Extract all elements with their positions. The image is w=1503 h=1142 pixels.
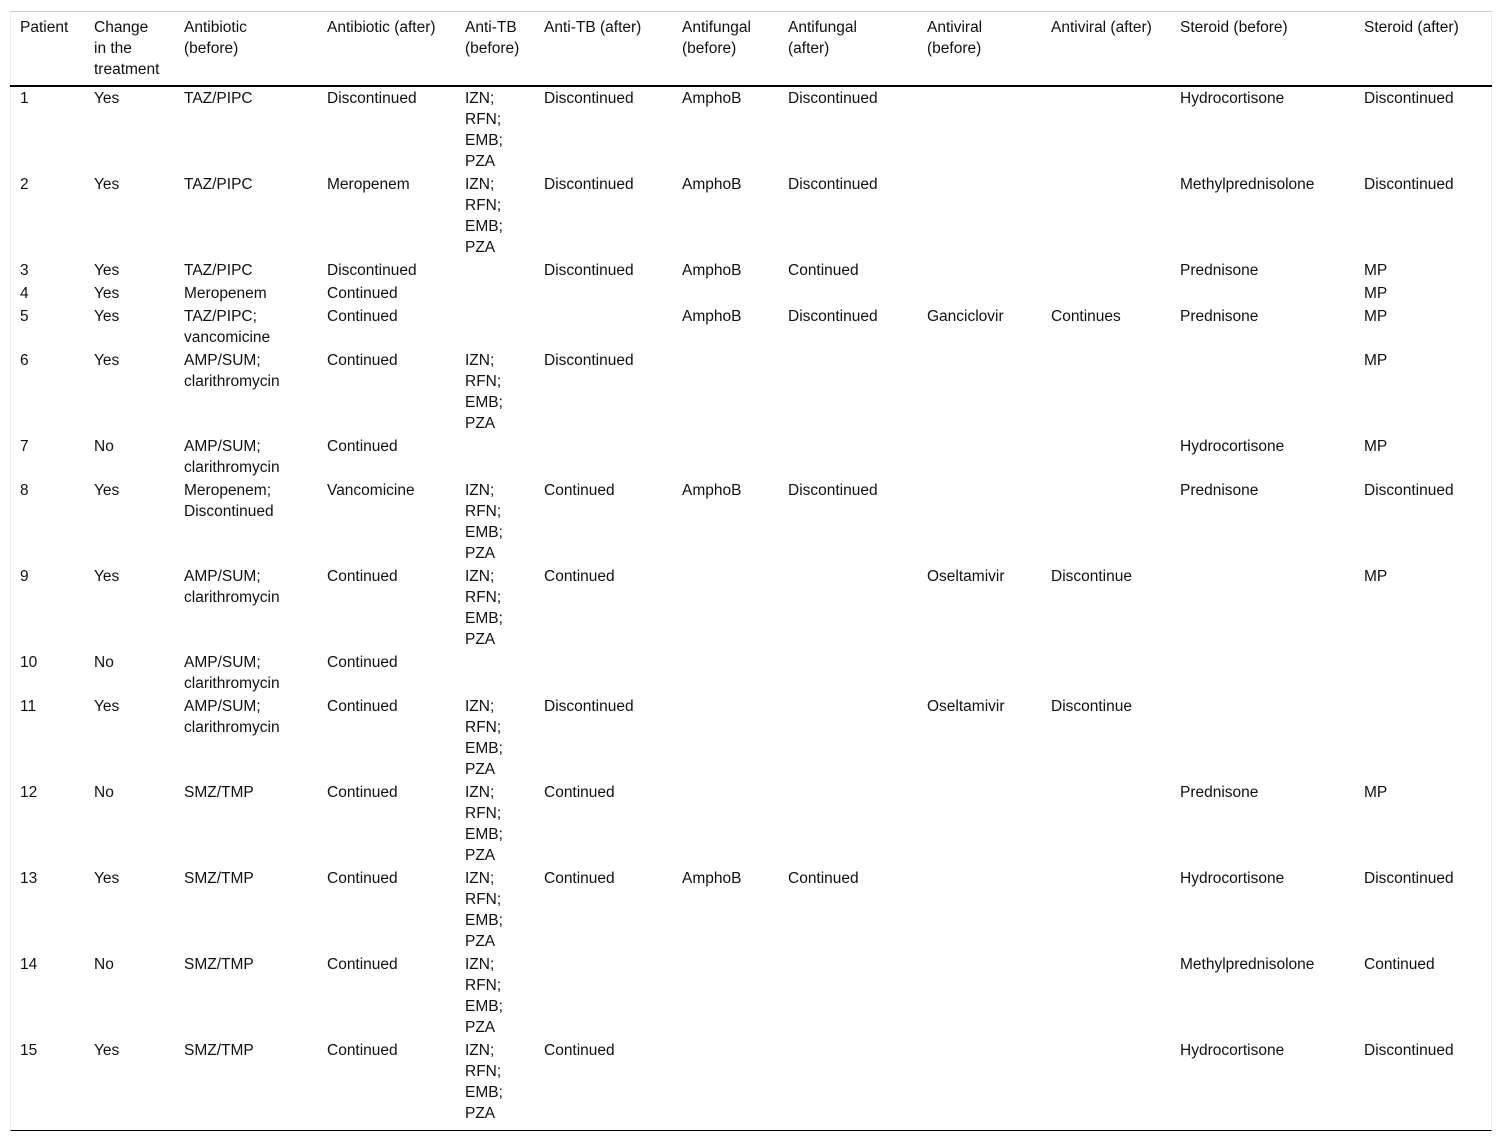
- table-row: [10, 566, 1492, 652]
- table-cell: AmphoB: [682, 90, 742, 107]
- table-cell: TAZ/PIPC: [184, 176, 253, 193]
- table-cell: [1041, 652, 1170, 696]
- table-cell: AMP/SUM; clarithromycin: [184, 698, 280, 736]
- table-cell: SMZ/TMP: [184, 870, 254, 887]
- table-cell: Discontinued: [788, 308, 878, 325]
- table-cell: [917, 283, 1041, 306]
- table-cell: IZN; RFN; EMB; PZA: [465, 1042, 503, 1122]
- table-cell: AmphoB: [682, 870, 742, 887]
- table-header: [10, 11, 1492, 86]
- table-cell: [534, 652, 672, 696]
- table-cell: No: [94, 438, 114, 455]
- table-cell: [778, 1040, 917, 1126]
- table-cell: SMZ/TMP: [184, 784, 254, 801]
- table-cell: [917, 350, 1041, 436]
- table-cell: Discontinued: [788, 90, 878, 107]
- table-cell: [1041, 480, 1170, 566]
- table-cell: IZN; RFN; EMB; PZA: [465, 568, 503, 648]
- table-cell: Yes: [94, 870, 120, 887]
- table-cell: [917, 174, 1041, 260]
- table-cell: AmphoB: [682, 482, 742, 499]
- table-cell: Continued: [1364, 956, 1435, 973]
- table-cell: [778, 283, 917, 306]
- table-cell: [672, 283, 778, 306]
- table-cell: Yes: [94, 1042, 120, 1059]
- table-cell: Discontinued: [327, 262, 417, 279]
- column-header: Change in the treatment: [84, 11, 174, 86]
- column-header: Anti-TB (before): [455, 11, 534, 86]
- column-header: Antifungal (before): [672, 11, 778, 86]
- table-cell: MP: [1364, 285, 1388, 302]
- table-cell: Discontinued: [327, 90, 417, 107]
- table-cell: Prednisone: [1180, 482, 1259, 499]
- table-cell: [455, 436, 534, 480]
- table-cell: 6: [20, 352, 29, 369]
- table-cell: [917, 652, 1041, 696]
- table-cell: [1170, 652, 1354, 696]
- table-row: [10, 86, 1492, 174]
- table-cell: Discontinued: [1364, 482, 1454, 499]
- table-cell: AmphoB: [682, 262, 742, 279]
- table-cell: Continued: [327, 698, 398, 715]
- table-cell: [455, 260, 534, 283]
- table-cell: Discontinued: [544, 698, 634, 715]
- table-cell: [1041, 1040, 1170, 1126]
- table-cell: [672, 566, 778, 652]
- table-cell: [778, 782, 917, 868]
- table-cell: [917, 954, 1041, 1040]
- table-row: [10, 480, 1492, 566]
- column-header: Antiviral (after): [1041, 11, 1170, 86]
- table-cell: Hydrocortisone: [1180, 1042, 1285, 1059]
- table-cell: [778, 350, 917, 436]
- table-cell: [917, 1040, 1041, 1126]
- table-cell: Discontinued: [1364, 176, 1454, 193]
- table-cell: AmphoB: [682, 176, 742, 193]
- table-cell: Continued: [544, 784, 615, 801]
- table-cell: No: [94, 784, 114, 801]
- table-cell: IZN; RFN; EMB; PZA: [465, 176, 503, 256]
- table-cell: 12: [20, 784, 38, 801]
- table-row: [10, 1040, 1492, 1126]
- table-cell: Vancomicine: [327, 482, 415, 499]
- table-cell: [778, 436, 917, 480]
- table-cell: Discontinued: [788, 176, 878, 193]
- table-cell: 9: [20, 568, 29, 585]
- table-cell: Continued: [788, 262, 859, 279]
- table-cell: 15: [20, 1042, 38, 1059]
- table-cell: AMP/SUM; clarithromycin: [184, 438, 280, 476]
- table-cell: Discontinued: [544, 352, 634, 369]
- table-cell: IZN; RFN; EMB; PZA: [465, 784, 503, 864]
- table-cell: MP: [1364, 568, 1388, 585]
- table-cell: Yes: [94, 90, 120, 107]
- table-cell: [1170, 566, 1354, 652]
- table-row: [10, 174, 1492, 260]
- table-cell: AMP/SUM; clarithromycin: [184, 654, 280, 692]
- table-cell: Continued: [788, 870, 859, 887]
- table-cell: TAZ/PIPC: [184, 262, 253, 279]
- table-cell: No: [94, 654, 114, 671]
- table-cell: MP: [1364, 308, 1388, 325]
- table-cell: [1170, 283, 1354, 306]
- table-cell: [1041, 436, 1170, 480]
- table-cell: [1041, 283, 1170, 306]
- table-cell: [778, 696, 917, 782]
- table-cell: Continued: [327, 870, 398, 887]
- table-cell: MP: [1364, 438, 1388, 455]
- table-cell: Discontinue: [1051, 698, 1132, 715]
- table-cell: [778, 566, 917, 652]
- table-cell: [672, 436, 778, 480]
- table-row: [10, 652, 1492, 696]
- table-row: [10, 260, 1492, 283]
- table-cell: AMP/SUM; clarithromycin: [184, 568, 280, 606]
- table-cell: [672, 954, 778, 1040]
- table-cell: Prednisone: [1180, 308, 1259, 325]
- table-cell: Continued: [544, 568, 615, 585]
- table-cell: 3: [20, 262, 29, 279]
- table-cell: Discontinued: [544, 176, 634, 193]
- table-cell: AMP/SUM; clarithromycin: [184, 352, 280, 390]
- table-cell: 10: [20, 654, 38, 671]
- table-cell: 13: [20, 870, 38, 887]
- table-cell: 7: [20, 438, 29, 455]
- table-cell: MP: [1364, 784, 1388, 801]
- column-header: Steroid (after): [1354, 11, 1492, 86]
- table-cell: Discontinued: [1364, 1042, 1454, 1059]
- table-cell: Methylprednisolone: [1180, 176, 1315, 193]
- table-cell: Yes: [94, 285, 120, 302]
- table-cell: Yes: [94, 176, 120, 193]
- table-cell: [1041, 86, 1170, 174]
- table-cell: IZN; RFN; EMB; PZA: [465, 90, 503, 170]
- table-cell: Discontinued: [788, 482, 878, 499]
- table-cell: IZN; RFN; EMB; PZA: [465, 482, 503, 562]
- table-cell: Continued: [544, 1042, 615, 1059]
- table-cell: 1: [20, 90, 29, 107]
- table-cell: Meropenem: [184, 285, 267, 302]
- table-cell: Continues: [1051, 308, 1121, 325]
- table-cell: Hydrocortisone: [1180, 438, 1285, 455]
- table-cell: MP: [1364, 262, 1388, 279]
- table-cell: 11: [20, 698, 37, 715]
- table-cell: Yes: [94, 352, 120, 369]
- table-cell: Continued: [327, 654, 398, 671]
- table-row: [10, 306, 1492, 350]
- table-row: [10, 954, 1492, 1040]
- table-cell: [672, 782, 778, 868]
- header-row: [10, 11, 1492, 86]
- table-cell: [778, 954, 917, 1040]
- table-cell: TAZ/PIPC: [184, 90, 253, 107]
- table-row: [10, 283, 1492, 306]
- table-cell: [917, 782, 1041, 868]
- column-header: Anti-TB (after): [534, 11, 672, 86]
- table-cell: [1041, 782, 1170, 868]
- column-header: Antifungal (after): [778, 11, 917, 86]
- table-cell: Yes: [94, 262, 120, 279]
- table-cell: [1354, 696, 1492, 782]
- table-body: [10, 86, 1492, 1126]
- table-cell: [917, 436, 1041, 480]
- table-cell: SMZ/TMP: [184, 1042, 254, 1059]
- table-cell: [672, 696, 778, 782]
- table-cell: [534, 954, 672, 1040]
- table-cell: Yes: [94, 308, 120, 325]
- table-cell: [778, 652, 917, 696]
- table-cell: Continued: [327, 438, 398, 455]
- table-cell: IZN; RFN; EMB; PZA: [465, 956, 503, 1036]
- table-cell: Continued: [327, 1042, 398, 1059]
- table-cell: Continued: [327, 352, 398, 369]
- table-cell: 5: [20, 308, 29, 325]
- table-cell: Continued: [544, 870, 615, 887]
- table-row: [10, 782, 1492, 868]
- table-cell: Discontinued: [1364, 870, 1454, 887]
- table-cell: [672, 1040, 778, 1126]
- table-cell: Hydrocortisone: [1180, 90, 1285, 107]
- table-cell: 2: [20, 176, 29, 193]
- table-cell: [1041, 350, 1170, 436]
- table-cell: [1170, 696, 1354, 782]
- table-cell: [917, 86, 1041, 174]
- table-cell: [455, 652, 534, 696]
- table-cell: Continued: [327, 308, 398, 325]
- table-cell: Prednisone: [1180, 262, 1259, 279]
- table-cell: MP: [1364, 352, 1388, 369]
- treatment-table: [10, 11, 1492, 1126]
- table-cell: No: [94, 956, 114, 973]
- table-cell: [917, 260, 1041, 283]
- table-cell: [1354, 652, 1492, 696]
- table-row: [10, 436, 1492, 480]
- table-cell: [917, 480, 1041, 566]
- table-row: [10, 350, 1492, 436]
- table-cell: [1041, 174, 1170, 260]
- column-header: Antiviral (before): [917, 11, 1041, 86]
- table-cell: IZN; RFN; EMB; PZA: [465, 352, 503, 432]
- table-cell: Meropenem: [327, 176, 410, 193]
- table-cell: Continued: [327, 784, 398, 801]
- table-cell: [455, 283, 534, 306]
- table-cell: [1041, 954, 1170, 1040]
- table-cell: [1041, 868, 1170, 954]
- table-cell: IZN; RFN; EMB; PZA: [465, 698, 503, 778]
- table-cell: Continued: [544, 482, 615, 499]
- table-cell: Prednisone: [1180, 784, 1259, 801]
- table-cell: [672, 652, 778, 696]
- table-row: [10, 696, 1492, 782]
- table-cell: Yes: [94, 698, 120, 715]
- table-cell: Continued: [327, 956, 398, 973]
- table-cell: [534, 283, 672, 306]
- table-cell: IZN; RFN; EMB; PZA: [465, 870, 503, 950]
- table-cell: [1170, 350, 1354, 436]
- table-cell: 14: [20, 956, 38, 973]
- table-cell: Hydrocortisone: [1180, 870, 1285, 887]
- table-cell: 8: [20, 482, 29, 499]
- table-cell: Meropenem; Discontinued: [184, 482, 274, 520]
- table-cell: [917, 868, 1041, 954]
- table-cell: Oseltamivir: [927, 568, 1005, 585]
- table-cell: Discontinue: [1051, 568, 1132, 585]
- table-cell: Yes: [94, 482, 120, 499]
- table-cell: [534, 306, 672, 350]
- table-cell: Discontinued: [1364, 90, 1454, 107]
- table-cell: TAZ/PIPC; vancomicine: [184, 308, 271, 346]
- table-cell: [1041, 260, 1170, 283]
- table-cell: Discontinued: [544, 262, 634, 279]
- column-header: Antibiotic (before): [174, 11, 317, 86]
- table-cell: SMZ/TMP: [184, 956, 254, 973]
- column-header: Steroid (before): [1170, 11, 1354, 86]
- table-cell: Discontinued: [544, 90, 634, 107]
- table-cell: [455, 306, 534, 350]
- table-cell: Ganciclovir: [927, 308, 1004, 325]
- table-cell: Oseltamivir: [927, 698, 1005, 715]
- table-cell: 4: [20, 285, 29, 302]
- table-cell: [534, 436, 672, 480]
- table-cell: AmphoB: [682, 308, 742, 325]
- column-header: Antibiotic (after): [317, 11, 455, 86]
- table-cell: Continued: [327, 285, 398, 302]
- table-row: [10, 868, 1492, 954]
- column-header: Patient: [10, 11, 84, 86]
- table-cell: Continued: [327, 568, 398, 585]
- table-cell: Methylprednisolone: [1180, 956, 1315, 973]
- table-cell: [672, 350, 778, 436]
- table-cell: Yes: [94, 568, 120, 585]
